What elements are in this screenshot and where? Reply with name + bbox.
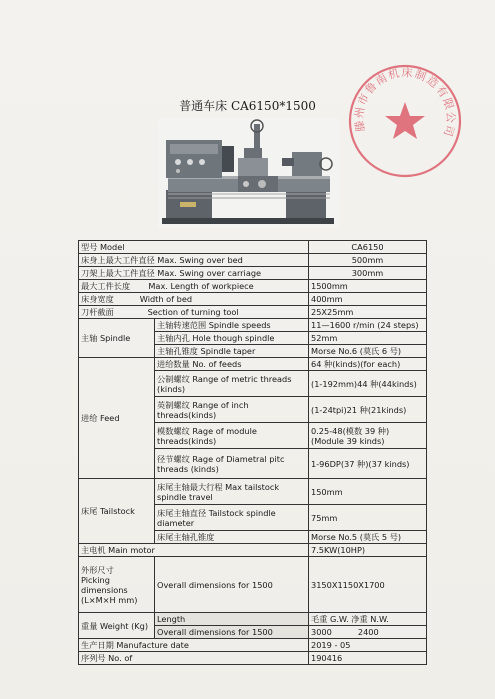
row-value: 2019 - 05 — [309, 639, 427, 652]
row-label: 床尾主轴孔锥度 — [155, 531, 309, 544]
row-label: Overall dimensions for 1500 — [155, 626, 309, 639]
row-value: 190416 — [309, 652, 427, 665]
gross-weight: 3000 — [311, 627, 332, 637]
row-label-cn: 刀杆截面 — [81, 307, 114, 317]
row-value — [309, 423, 427, 449]
row-label-cn: 床身宽度 — [81, 294, 114, 304]
row-value: Morse No.6 (莫氏 6 号) — [309, 345, 427, 358]
row-label: 主电机 Main motor — [79, 544, 309, 557]
table-row — [79, 293, 427, 306]
row-value: 1-96DP(37 种)(37 kinds) — [309, 449, 427, 479]
row-label: 刀架上最大工件直径 Max. Swing over carriage — [79, 267, 309, 280]
row-label: 模数螺纹 Rage of module threads(kinds) — [155, 423, 309, 449]
group-label-spindle: 主轴 Spindle — [79, 319, 155, 358]
row-label-en: Max. Length of workpiece — [148, 281, 254, 291]
row-value-line: (Module 39 kinds) — [311, 435, 385, 446]
table-row — [79, 280, 427, 293]
table-row — [79, 319, 427, 332]
row-label — [79, 306, 309, 319]
table-row — [79, 358, 427, 371]
table-row — [79, 544, 427, 557]
row-value-line: 0.25-48(模数 39 种) — [311, 425, 390, 436]
table-row — [79, 306, 427, 319]
row-label — [79, 280, 309, 293]
row-label-en: Section of turning tool — [147, 307, 239, 317]
row-label: 进给数量 No. of feeds — [155, 358, 309, 371]
row-value: 3150X1150X1700 — [309, 557, 427, 613]
row-value: 150mm — [309, 479, 427, 505]
row-label: 生产日期 Manufacture date — [79, 639, 309, 652]
group-label-dimensions — [79, 557, 155, 613]
group-label-line: 外形尺寸 — [81, 564, 114, 575]
table-row — [79, 254, 427, 267]
row-label: 型号 Model — [79, 241, 309, 254]
row-value: 400mm — [309, 293, 427, 306]
row-value — [309, 626, 427, 639]
row-value: (1-24tpi)21 种(21kinds) — [309, 397, 427, 423]
company-seal-stamp — [346, 62, 464, 180]
table-row — [79, 557, 427, 613]
row-value: 7.5KW(10HP) — [309, 544, 427, 557]
group-label-tailstock: 床尾 Tailstock — [79, 479, 155, 544]
group-label-line: Picking — [81, 574, 110, 585]
row-label: 主轴孔锥度 Spindle taper — [155, 345, 309, 358]
row-value: 500mm — [309, 254, 427, 267]
row-label: 序列号 No. of — [79, 652, 309, 665]
row-label: 床尾主轴直径 Tailstock spindle diameter — [155, 505, 309, 531]
group-label-line: (L×M×H mm) — [81, 594, 138, 605]
svg-text:滕州市鲁南机床制造有限公司: 滕州市鲁南机床制造有限公司 — [352, 66, 458, 140]
row-label: 主轴内孔 Hole though spindle — [155, 332, 309, 345]
row-label: 径节螺纹 Rage of Diametral pitc threads (kinds) — [155, 449, 309, 479]
group-label-line: dimensions — [81, 584, 128, 595]
table-row — [79, 652, 427, 665]
net-weight: 2400 — [357, 627, 379, 637]
row-label: 公制螺纹 Range of metric threads (kinds) — [155, 371, 309, 397]
row-value: 25X25mm — [309, 306, 427, 319]
row-value: 64 种(kinds)(for each) — [309, 358, 427, 371]
row-value: 毛重 G.W. 净重 N.W. — [309, 613, 427, 626]
row-value: 75mm — [309, 505, 427, 531]
specification-table — [78, 240, 427, 665]
table-row — [79, 639, 427, 652]
row-label: 主轴转速范围 Spindle speeds — [155, 319, 309, 332]
row-value: 11—1600 r/min (24 steps) — [309, 319, 427, 332]
row-label — [79, 293, 309, 306]
table-row — [79, 241, 427, 254]
row-label-cn: 最大工件长度 — [81, 281, 131, 291]
group-label-feed: 进给 Feed — [79, 358, 155, 479]
table-row — [79, 267, 427, 280]
table-row — [79, 479, 427, 505]
lathe-machine-image — [158, 118, 340, 228]
row-label: 床尾主轴最大行程 Max tailstock spindle travel — [155, 479, 309, 505]
group-label-weight: 重量 Weight (Kg) — [79, 613, 155, 639]
row-value: 300mm — [309, 267, 427, 280]
row-label: Overall dimensions for 1500 — [155, 557, 309, 613]
row-label: 英制螺纹 Range of inch threads(kinds) — [155, 397, 309, 423]
row-value: CA6150 — [309, 241, 427, 254]
row-value: 1500mm — [309, 280, 427, 293]
row-value: (1-192mm)44 种(44kinds) — [309, 371, 427, 397]
row-label: 床身上最大工件直径 Max. Swing over bed — [79, 254, 309, 267]
row-label-en: Width of bed — [139, 294, 193, 304]
row-value: 52mm — [309, 332, 427, 345]
row-label: Length — [155, 613, 309, 626]
row-value: Morse No.5 (莫氏 5 号) — [309, 531, 427, 544]
document-title: 普通车床 CA6150*1500 — [179, 99, 316, 113]
table-row — [79, 613, 427, 626]
